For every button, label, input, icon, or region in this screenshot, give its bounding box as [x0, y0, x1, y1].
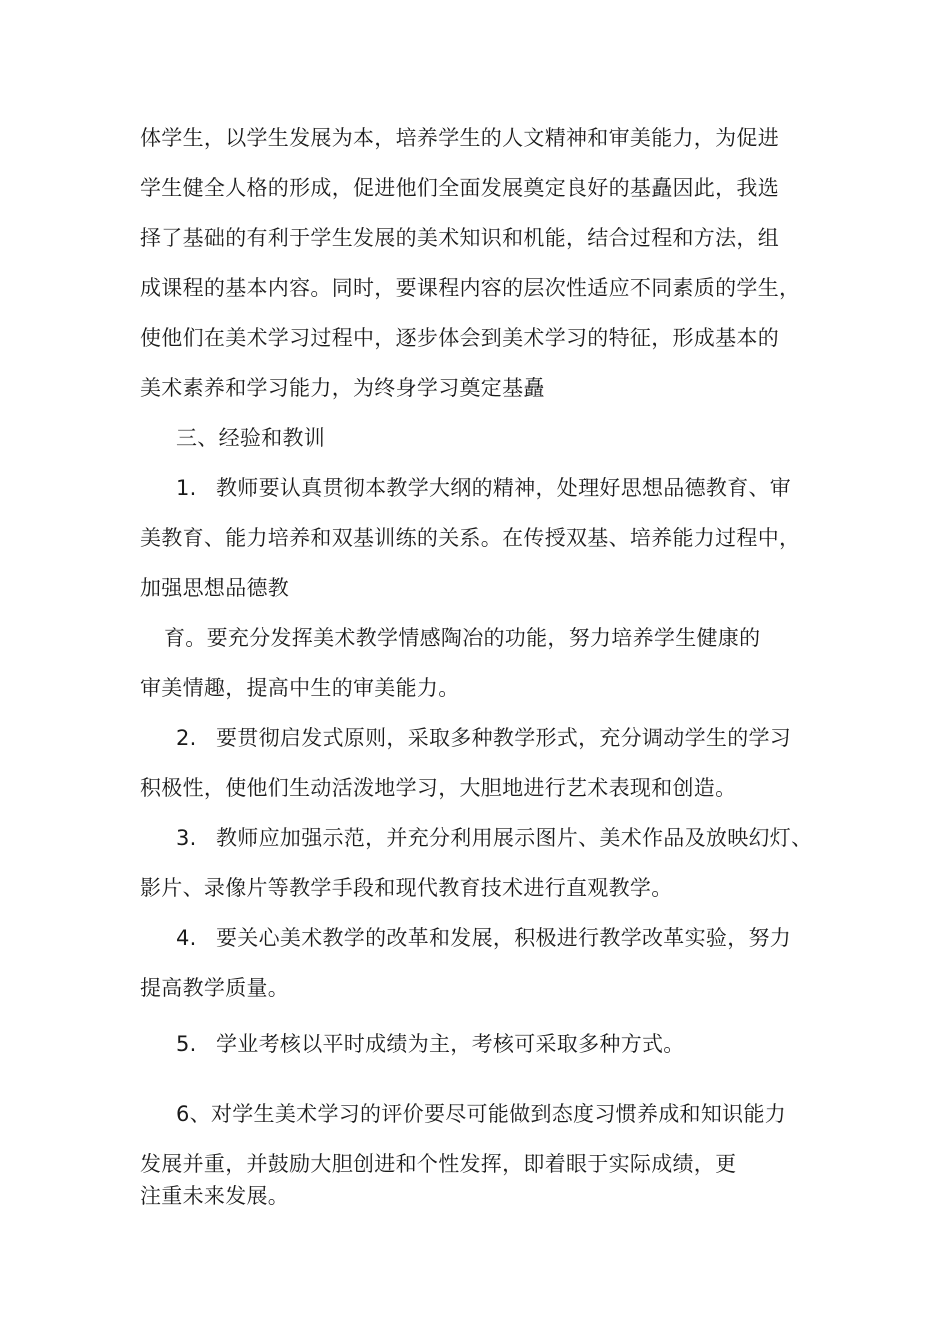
list-item-text: 要关心美术教学的改革和发展，积极进行教学改革实验，努力: [216, 926, 792, 950]
list-number: 1.: [176, 476, 197, 500]
paragraph-line: 加强思想品德教: [140, 576, 290, 600]
paragraph-line: 使他们在美术学习过程中，逐步体会到美术学习的特征，形成基本的: [140, 326, 779, 350]
paragraph-line: 6、对学生美术学习的评价要尽可能做到态度习惯养成和知识能力: [176, 1102, 787, 1126]
paragraph-line: 择了基础的有利于学生发展的美术知识和机能，结合过程和方法，组: [140, 226, 779, 250]
paragraph-line: 美教育、能力培养和双基训练的关系。在传授双基、培养能力过程中，: [140, 526, 801, 550]
list-item-text: 教师应加强示范，并充分利用展示图片、美术作品及放映幻灯、: [216, 826, 813, 850]
paragraph-line: 美术素养和学习能力，为终身学习奠定基矗: [140, 376, 545, 400]
paragraph-line: 育。要充分发挥美术教学情感陶冶的功能，努力培养学生健康的: [164, 626, 761, 650]
list-number: 2.: [176, 726, 197, 750]
paragraph-line: 提高教学质量。: [140, 976, 290, 1000]
paragraph-line: 体学生，以学生发展为本，培养学生的人文精神和审美能力，为促进: [140, 126, 779, 150]
list-number: 5.: [176, 1032, 197, 1056]
list-item: [176, 924, 791, 952]
list-item: [176, 724, 791, 752]
list-item: [176, 1030, 685, 1058]
list-number: 3.: [176, 826, 197, 850]
paragraph-line: 影片、录像片等教学手段和现代教育技术进行直观教学。: [140, 876, 673, 900]
list-item-text: 教师要认真贯彻本教学大纲的精神，处理好思想品德教育、审: [216, 476, 792, 500]
paragraph-line: 成课程的基本内容。同时，要课程内容的层次性适应不同素质的学生，: [140, 276, 801, 300]
section-heading: 三、经验和教训: [176, 426, 326, 450]
paragraph-line: 注重未来发展。: [140, 1184, 290, 1208]
list-item-text: 学业考核以平时成绩为主，考核可采取多种方式。: [216, 1032, 685, 1056]
list-item: [176, 474, 791, 502]
list-item: [176, 824, 812, 852]
paragraph-line: 审美情趣，提高中生的审美能力。: [140, 676, 460, 700]
paragraph-line: 发展并重，并鼓励大胆创进和个性发挥，即着眼于实际成绩，更: [140, 1152, 737, 1176]
paragraph-line: 学生健全人格的形成，促进他们全面发展奠定良好的基矗因此，我选: [140, 176, 779, 200]
list-number: 4.: [176, 926, 197, 950]
list-item-text: 要贯彻启发式原则，采取多种教学形式，充分调动学生的学习: [216, 726, 792, 750]
paragraph-line: 积极性，使他们生动活泼地学习，大胆地进行艺术表现和创造。: [140, 776, 737, 800]
